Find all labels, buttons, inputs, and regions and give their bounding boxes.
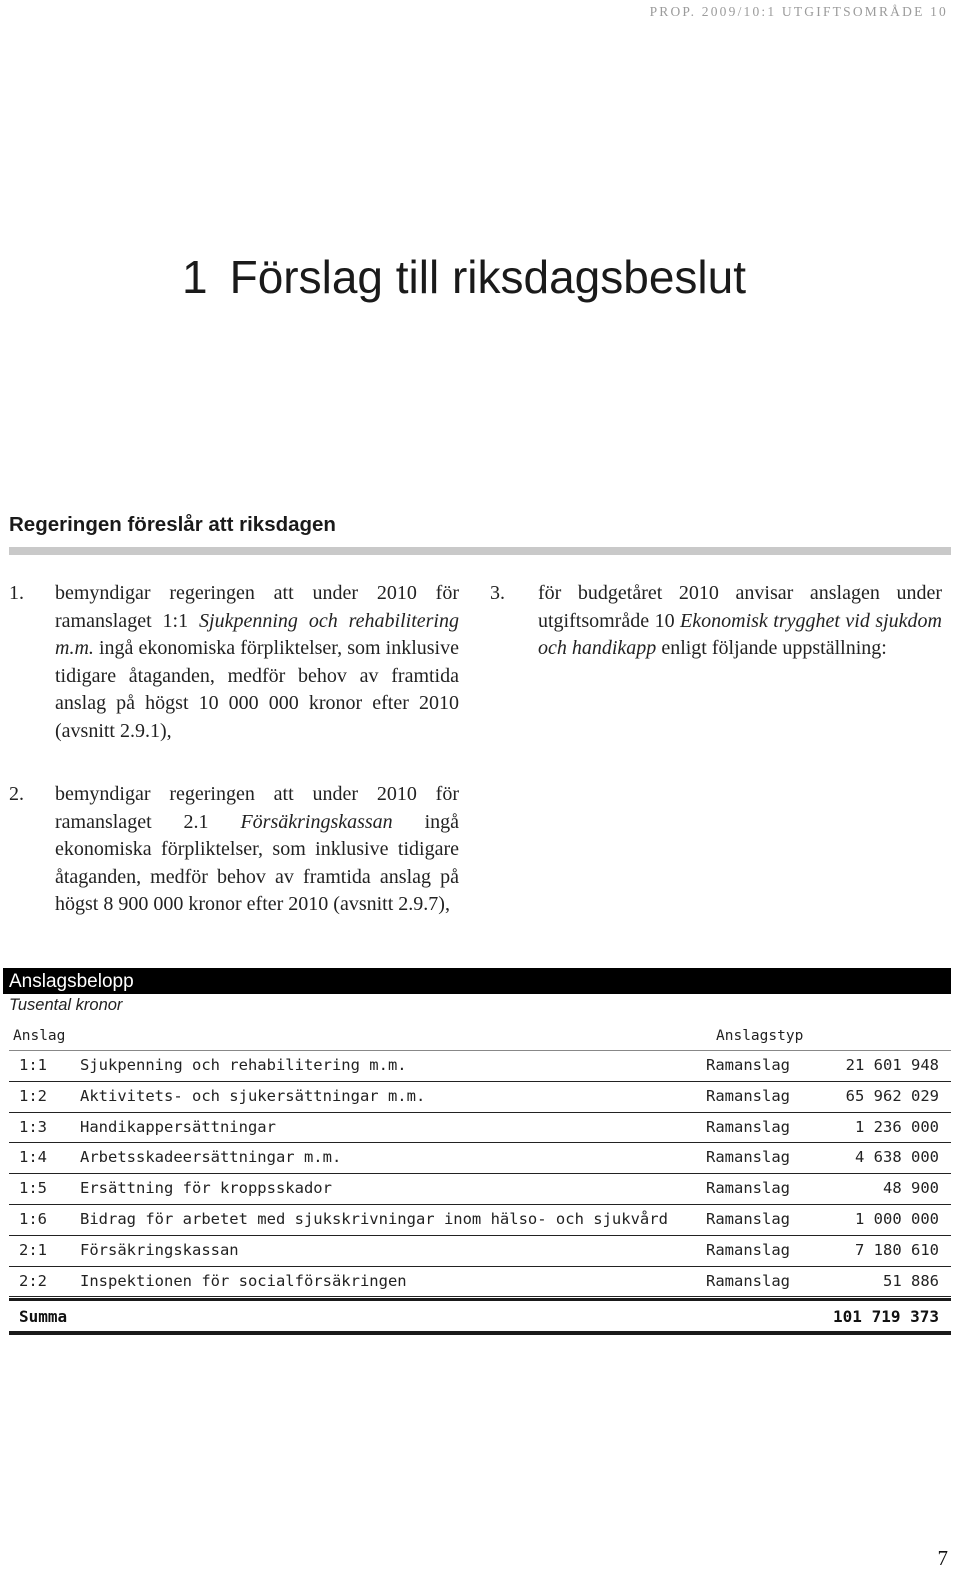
table-row [9,1267,951,1298]
row-amount: 7 180 610 [855,1240,939,1259]
proposal-item-2 [9,781,460,919]
sum-amount: 101 719 373 [833,1307,939,1326]
row-code: 1:2 [19,1086,47,1105]
row-amount: 21 601 948 [845,1056,939,1074]
table-row [9,1113,951,1144]
row-name: Bidrag för arbetet med sjukskrivningar inom hälso- och sjukvård [80,1209,668,1228]
row-type: Ramanslag [706,1148,790,1167]
row-code: 2:2 [19,1271,47,1290]
item-number: 2. [9,783,24,805]
row-type: Ramanslag [706,1179,790,1198]
row-type: Ramanslag [706,1086,790,1105]
row-name: Aktivitets- och sjukersättningar m.m. [80,1086,426,1105]
column-header-anslagstyp: Anslagstyp [716,1028,804,1044]
running-header: PROP. 2009/10:1 UTGIFTSOMRÅDE 10 [649,4,948,19]
row-type: Ramanslag [706,1117,790,1136]
proposal-item-1 [9,580,459,745]
row-amount: 51 886 [883,1271,939,1290]
item-text: ingå ekonomiska förpliktelser, som inklusive tidigare åtaganden, medför behov av framtida anslag på högst 8 900 000 kronor efter 2010 (avsnitt 2.9.7), [55,810,460,915]
sum-row [9,1301,951,1331]
table-row [9,1082,951,1113]
item-italic: Försäkringskassan [240,810,393,833]
row-code: 1:4 [19,1148,47,1167]
row-name: Inspektionen för socialförsäkringen [80,1271,407,1290]
row-name: Sjukpenning och rehabilitering m.m. [80,1056,407,1074]
chapter-title-text: Förslag till riksdagsbeslut [229,251,747,303]
row-amount: 65 962 029 [845,1086,939,1105]
column-header-anslag: Anslag [13,1028,66,1044]
item-number: 1. [9,582,24,604]
intro-heading: Regeringen föreslår att riksdagen [9,513,336,536]
item-italic: Sjukpenning och rehabilitering m.m. [55,609,459,659]
table-row [9,1051,951,1082]
section-divider [9,547,951,555]
row-amount: 1 000 000 [855,1209,939,1228]
table-title: Anslagsbelopp [9,971,134,992]
row-amount: 1 236 000 [855,1117,939,1136]
row-type: Ramanslag [706,1056,790,1074]
row-type: Ramanslag [706,1240,790,1259]
row-code: 1:1 [19,1056,47,1074]
row-code: 1:3 [19,1117,47,1136]
row-amount: 4 638 000 [855,1148,939,1167]
item-text: ingå ekonomiska förpliktelser, som inklusive tidigare åtaganden, medför behov av framtida anslag på högst 10 000 000 kronor efter 2010 (avsnitt 2.9.1), [55,637,459,742]
table-title-bar [3,968,951,994]
row-type: Ramanslag [706,1271,790,1290]
row-name: Ersättning för kroppsskador [80,1179,332,1198]
proposal-item-3 [490,580,942,663]
table-row [9,1205,951,1236]
page-number: 7 [937,1546,948,1570]
row-code: 1:5 [19,1179,47,1198]
item-text: bemyndigar regeringen att under 2010 för ramanslaget 2.1 [55,783,459,833]
row-amount: 48 900 [883,1179,939,1198]
appropriations-table [9,1051,951,1297]
table-row [9,1174,951,1205]
table-subtitle: Tusental kronor [9,996,123,1014]
row-name: Arbetsskadeersättningar m.m. [80,1148,342,1167]
table-row [9,1236,951,1267]
item-italic: Ekonomisk trygghet vid sjukdom och handikapp [538,609,942,659]
row-type: Ramanslag [706,1209,790,1228]
item-text: enligt följande uppställning: [656,637,887,659]
item-number: 3. [490,582,505,604]
chapter-number: 1 [182,251,208,303]
chapter-title [182,250,746,304]
row-name: Handikappersättningar [80,1117,276,1136]
sum-rule-bottom [9,1331,951,1335]
item-text: för budgetåret 2010 anvisar anslagen under utgiftsområde 10 [538,582,942,632]
sum-label: Summa [19,1307,68,1326]
table-row [9,1143,951,1174]
item-text: bemyndigar regeringen att under 2010 för ramanslaget 1:1 [55,582,459,632]
row-name: Försäkringskassan [80,1240,239,1259]
row-code: 1:6 [19,1209,47,1228]
row-code: 2:1 [19,1240,47,1259]
